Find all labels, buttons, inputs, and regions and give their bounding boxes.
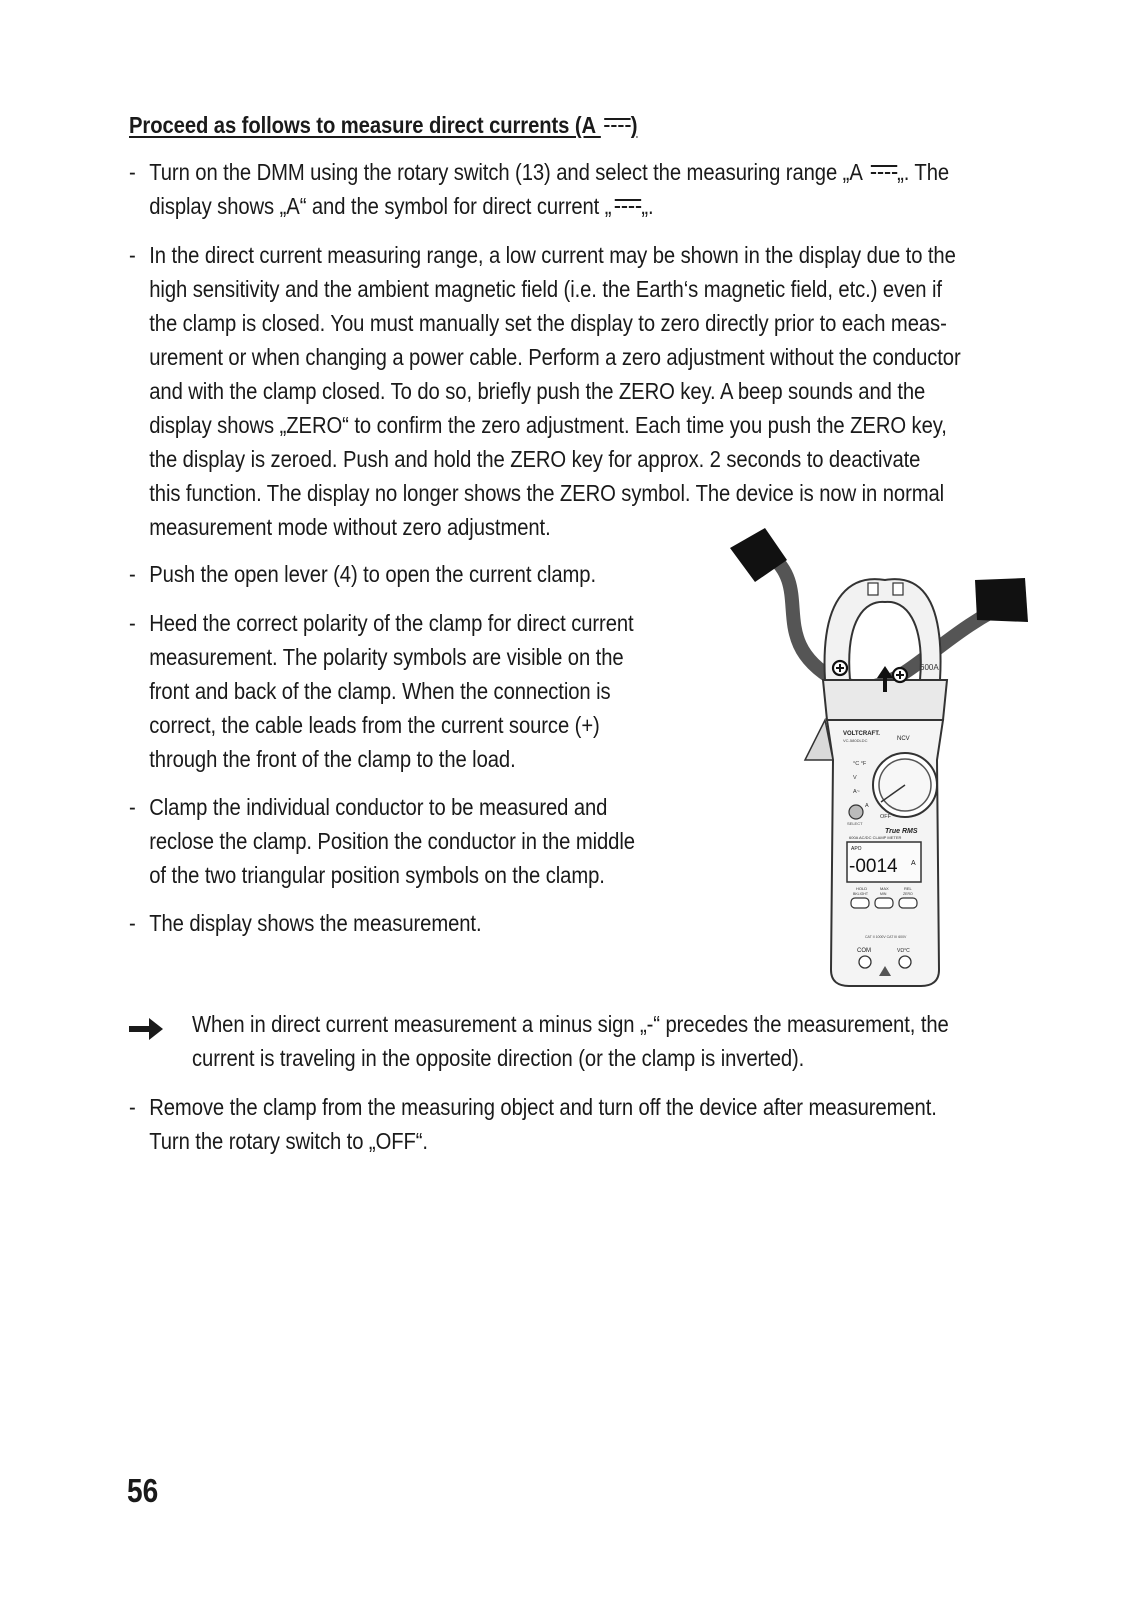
- list-dash: -: [129, 910, 136, 936]
- text-line: In the direct current measuring range, a low current may be shown in the display due to the: [149, 242, 956, 268]
- page-number: 56: [127, 1472, 159, 1509]
- list-dash: -: [129, 159, 136, 185]
- dial-label: °C °F: [853, 761, 867, 767]
- volt-jack-label: VΩ°C: [897, 948, 910, 954]
- text-line: front and back of the clamp. When the connection is: [149, 678, 611, 704]
- ncv-label: NCV: [897, 736, 910, 742]
- volt-jack: [899, 956, 911, 968]
- brand-label: VOLTCRAFT.: [843, 731, 880, 737]
- instruction-item: [129, 238, 1128, 544]
- dial-label: A: [865, 803, 869, 809]
- text-line: The display shows the measurement.: [149, 910, 482, 936]
- text-line: display shows „A“ and the symbol for direct current „ „.: [149, 193, 654, 219]
- display-unit: A: [911, 860, 916, 867]
- text-line: current is traveling in the opposite direction (or the clamp is inverted).: [192, 1045, 805, 1071]
- jaw-rating-label: 600A: [920, 663, 939, 672]
- list-dash: -: [129, 561, 136, 587]
- cable-end-right: [975, 578, 1028, 622]
- text-line: measurement. The polarity symbols are visible on the: [149, 644, 624, 670]
- text-line: display shows „ZERO“ to confirm the zero adjustment. Each time you push the ZERO key,: [149, 412, 947, 438]
- text-line: Turn the rotary switch to „OFF“.: [149, 1128, 428, 1154]
- select-label: SELECT: [847, 821, 863, 826]
- heading-text: Proceed as follows to measure direct currents (A: [129, 112, 601, 138]
- com-jack: [859, 956, 871, 968]
- dial-label: A~: [853, 789, 860, 795]
- max-min-button: [875, 898, 893, 908]
- list-dash: -: [129, 1094, 136, 1120]
- button-label: MAX: [880, 886, 889, 891]
- text-line: the clamp is closed. You must manually set the display to zero directly prior to each meas-: [149, 310, 947, 336]
- cable: [770, 555, 1015, 687]
- display-reading: -0014: [849, 856, 898, 877]
- text-line: urement or when changing a power cable. Perform a zero adjustment without the conductor: [149, 344, 961, 370]
- button-label: HOLD: [856, 886, 868, 891]
- list-dash: -: [129, 242, 136, 268]
- instruction-item: [129, 1090, 1128, 1158]
- text-line: and with the clamp closed. To do so, briefly push the ZERO key. A beep sounds and the: [149, 378, 926, 404]
- model-label: VC-580DLDC: [843, 738, 868, 743]
- clamp-meter-illustration: [725, 520, 1060, 990]
- list-dash: -: [129, 794, 136, 820]
- select-button: [849, 805, 863, 819]
- text-line: of the two triangular position symbols on the clamp.: [149, 862, 605, 888]
- arrow-right-icon: [127, 1015, 165, 1043]
- note-text: [192, 1007, 1136, 1075]
- cat-rating-label: CAT II 1000V CAT III 600V: [865, 935, 907, 939]
- button-sublabel: BKLIGHT: [853, 892, 868, 896]
- text-line: Turn on the DMM using the rotary switch (13) and select the measuring range „A „. The: [149, 159, 950, 185]
- hold-button: [851, 898, 869, 908]
- text-line: Heed the correct polarity of the clamp for direct current: [149, 610, 634, 636]
- text-line: Push the open lever (4) to open the current clamp.: [149, 561, 597, 587]
- text-line: Remove the clamp from the measuring object and turn off the device after measurement.: [149, 1094, 937, 1120]
- text-line: this function. The display no longer shows the ZERO symbol. The device is now in normal: [149, 480, 945, 506]
- text-line: measurement mode without zero adjustment.: [149, 514, 551, 540]
- instruction-item: [129, 155, 1128, 223]
- text-line: When in direct current measurement a minus sign „-“ precedes the measurement, the: [192, 1011, 949, 1037]
- text-line: correct, the cable leads from the current source (+): [149, 712, 600, 738]
- com-jack-label: COM: [857, 948, 871, 954]
- text-line: the display is zeroed. Push and hold the ZERO key for approx. 2 seconds to deactivate: [149, 446, 921, 472]
- text-line: high sensitivity and the ambient magnetic field (i.e. the Earth‘s magnetic field, etc.) even if: [149, 276, 942, 302]
- heading-text-end: ): [630, 112, 638, 138]
- dc-symbol-icon: [615, 198, 641, 212]
- true-rms-label: True RMS: [885, 828, 918, 835]
- dc-symbol-icon: [871, 164, 897, 178]
- button-sublabel: MIN: [880, 892, 887, 896]
- text-line: through the front of the clamp to the load.: [149, 746, 516, 772]
- rel-zero-button: [899, 898, 917, 908]
- list-dash: -: [129, 610, 136, 636]
- text-line: reclose the clamp. Position the conductor in the middle: [149, 828, 635, 854]
- dial-label: OFF: [880, 814, 891, 820]
- text-line: Clamp the individual conductor to be measured and: [149, 794, 608, 820]
- meter-description: 600A AC/DC CLAMP METER: [849, 835, 902, 840]
- apo-label: APO: [851, 846, 862, 852]
- dial-label: V: [853, 775, 857, 781]
- dc-symbol-icon: [604, 117, 630, 131]
- button-sublabel: ZERO: [903, 892, 913, 896]
- button-label: REL: [904, 886, 912, 891]
- section-heading: [129, 108, 637, 142]
